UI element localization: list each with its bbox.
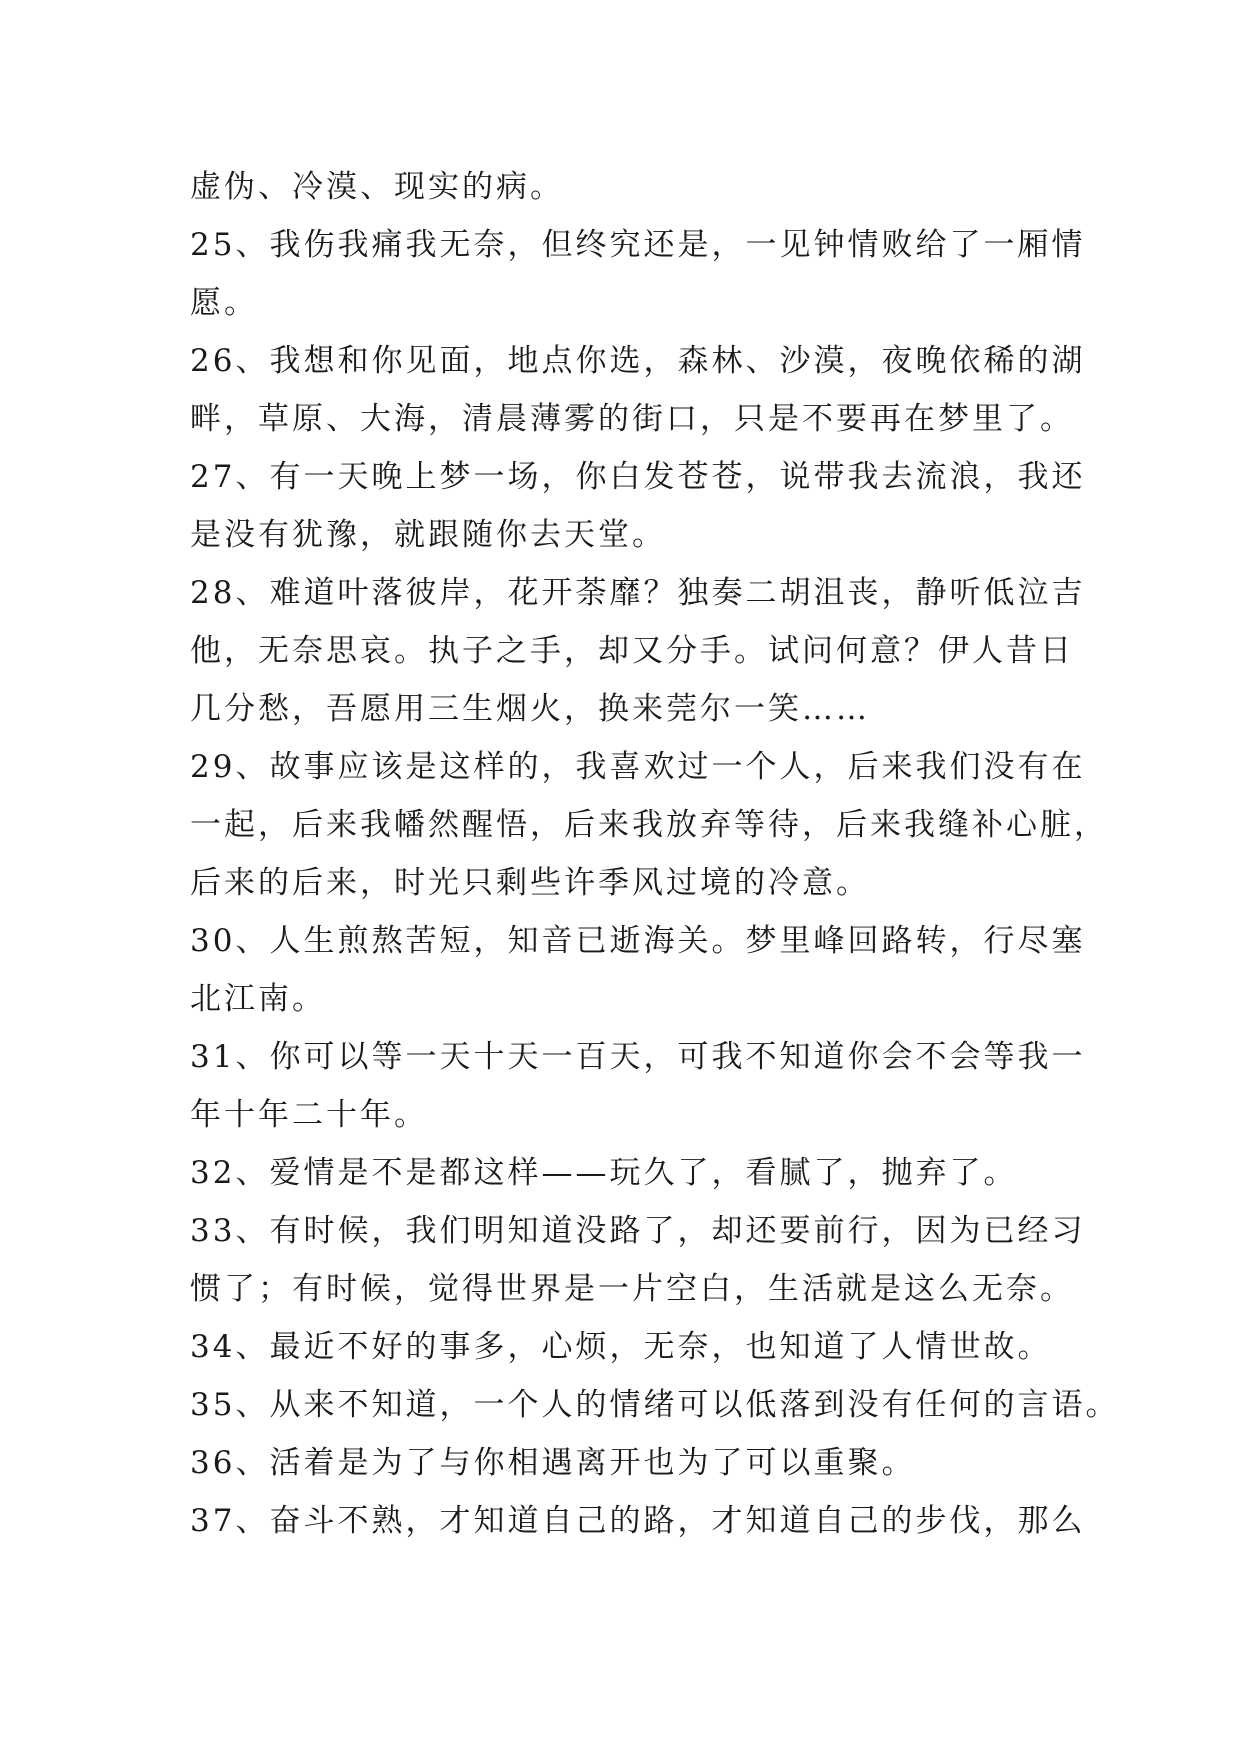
text-line: 30、人生煎熬苦短，知音已逝海关。梦里峰回路转，行尽塞 [190,923,1086,959]
text-line: 25、我伤我痛我无奈，但终究还是，一见钟情败给了一厢情 [190,227,1086,263]
text-line: 一起，后来我幡然醒悟，后来我放弃等待，后来我缝补心脏， [190,807,1108,843]
text-line: 36、活着是为了与你相遇离开也为了可以重聚。 [190,1445,916,1481]
text-line: 35、从来不知道，一个人的情绪可以低落到没有任何的言语。 [190,1387,1120,1423]
text-line: 北江南。 [190,981,326,1017]
text-line: 虚伪、冷漠、现实的病。 [190,169,564,205]
text-line: 31、你可以等一天十天一百天，可我不知道你会不会等我一 [190,1039,1086,1075]
text-line: 是没有犹豫，就跟随你去天堂。 [190,517,666,553]
text-line: 几分愁，吾愿用三生烟火，换来莞尔一笑…… [190,691,870,727]
text-line: 惯了；有时候，觉得世界是一片空白，生活就是这么无奈。 [190,1271,1074,1307]
text-line: 32、爱情是不是都这样——玩久了，看腻了，抛弃了。 [190,1155,1018,1191]
text-line: 畔，草原、大海，清晨薄雾的街口，只是不要再在梦里了。 [190,401,1074,437]
text-line: 他，无奈思哀。执子之手，却又分手。试问何意？伊人昔日 [190,633,1074,669]
text-line: 37、奋斗不熟，才知道自己的路，才知道自己的步伐，那么 [190,1503,1086,1539]
text-line: 34、最近不好的事多，心烦，无奈，也知道了人情世故。 [190,1329,1052,1365]
text-line: 28、难道叶落彼岸，花开荼靡？独奏二胡沮丧，静听低泣吉 [190,575,1086,611]
text-line: 27、有一天晚上梦一场，你白发苍苍，说带我去流浪，我还 [190,459,1086,495]
body-text [190,158,1120,1550]
text-line: 愿。 [190,285,258,321]
text-line: 33、有时候，我们明知道没路了，却还要前行，因为已经习 [190,1213,1086,1249]
text-line: 26、我想和你见面，地点你选，森林、沙漠，夜晚依稀的湖 [190,343,1086,379]
text-line: 后来的后来，时光只剩些许季风过境的冷意。 [190,865,870,901]
text-line: 年十年二十年。 [190,1097,428,1133]
text-line: 29、故事应该是这样的，我喜欢过一个人，后来我们没有在 [190,749,1086,785]
